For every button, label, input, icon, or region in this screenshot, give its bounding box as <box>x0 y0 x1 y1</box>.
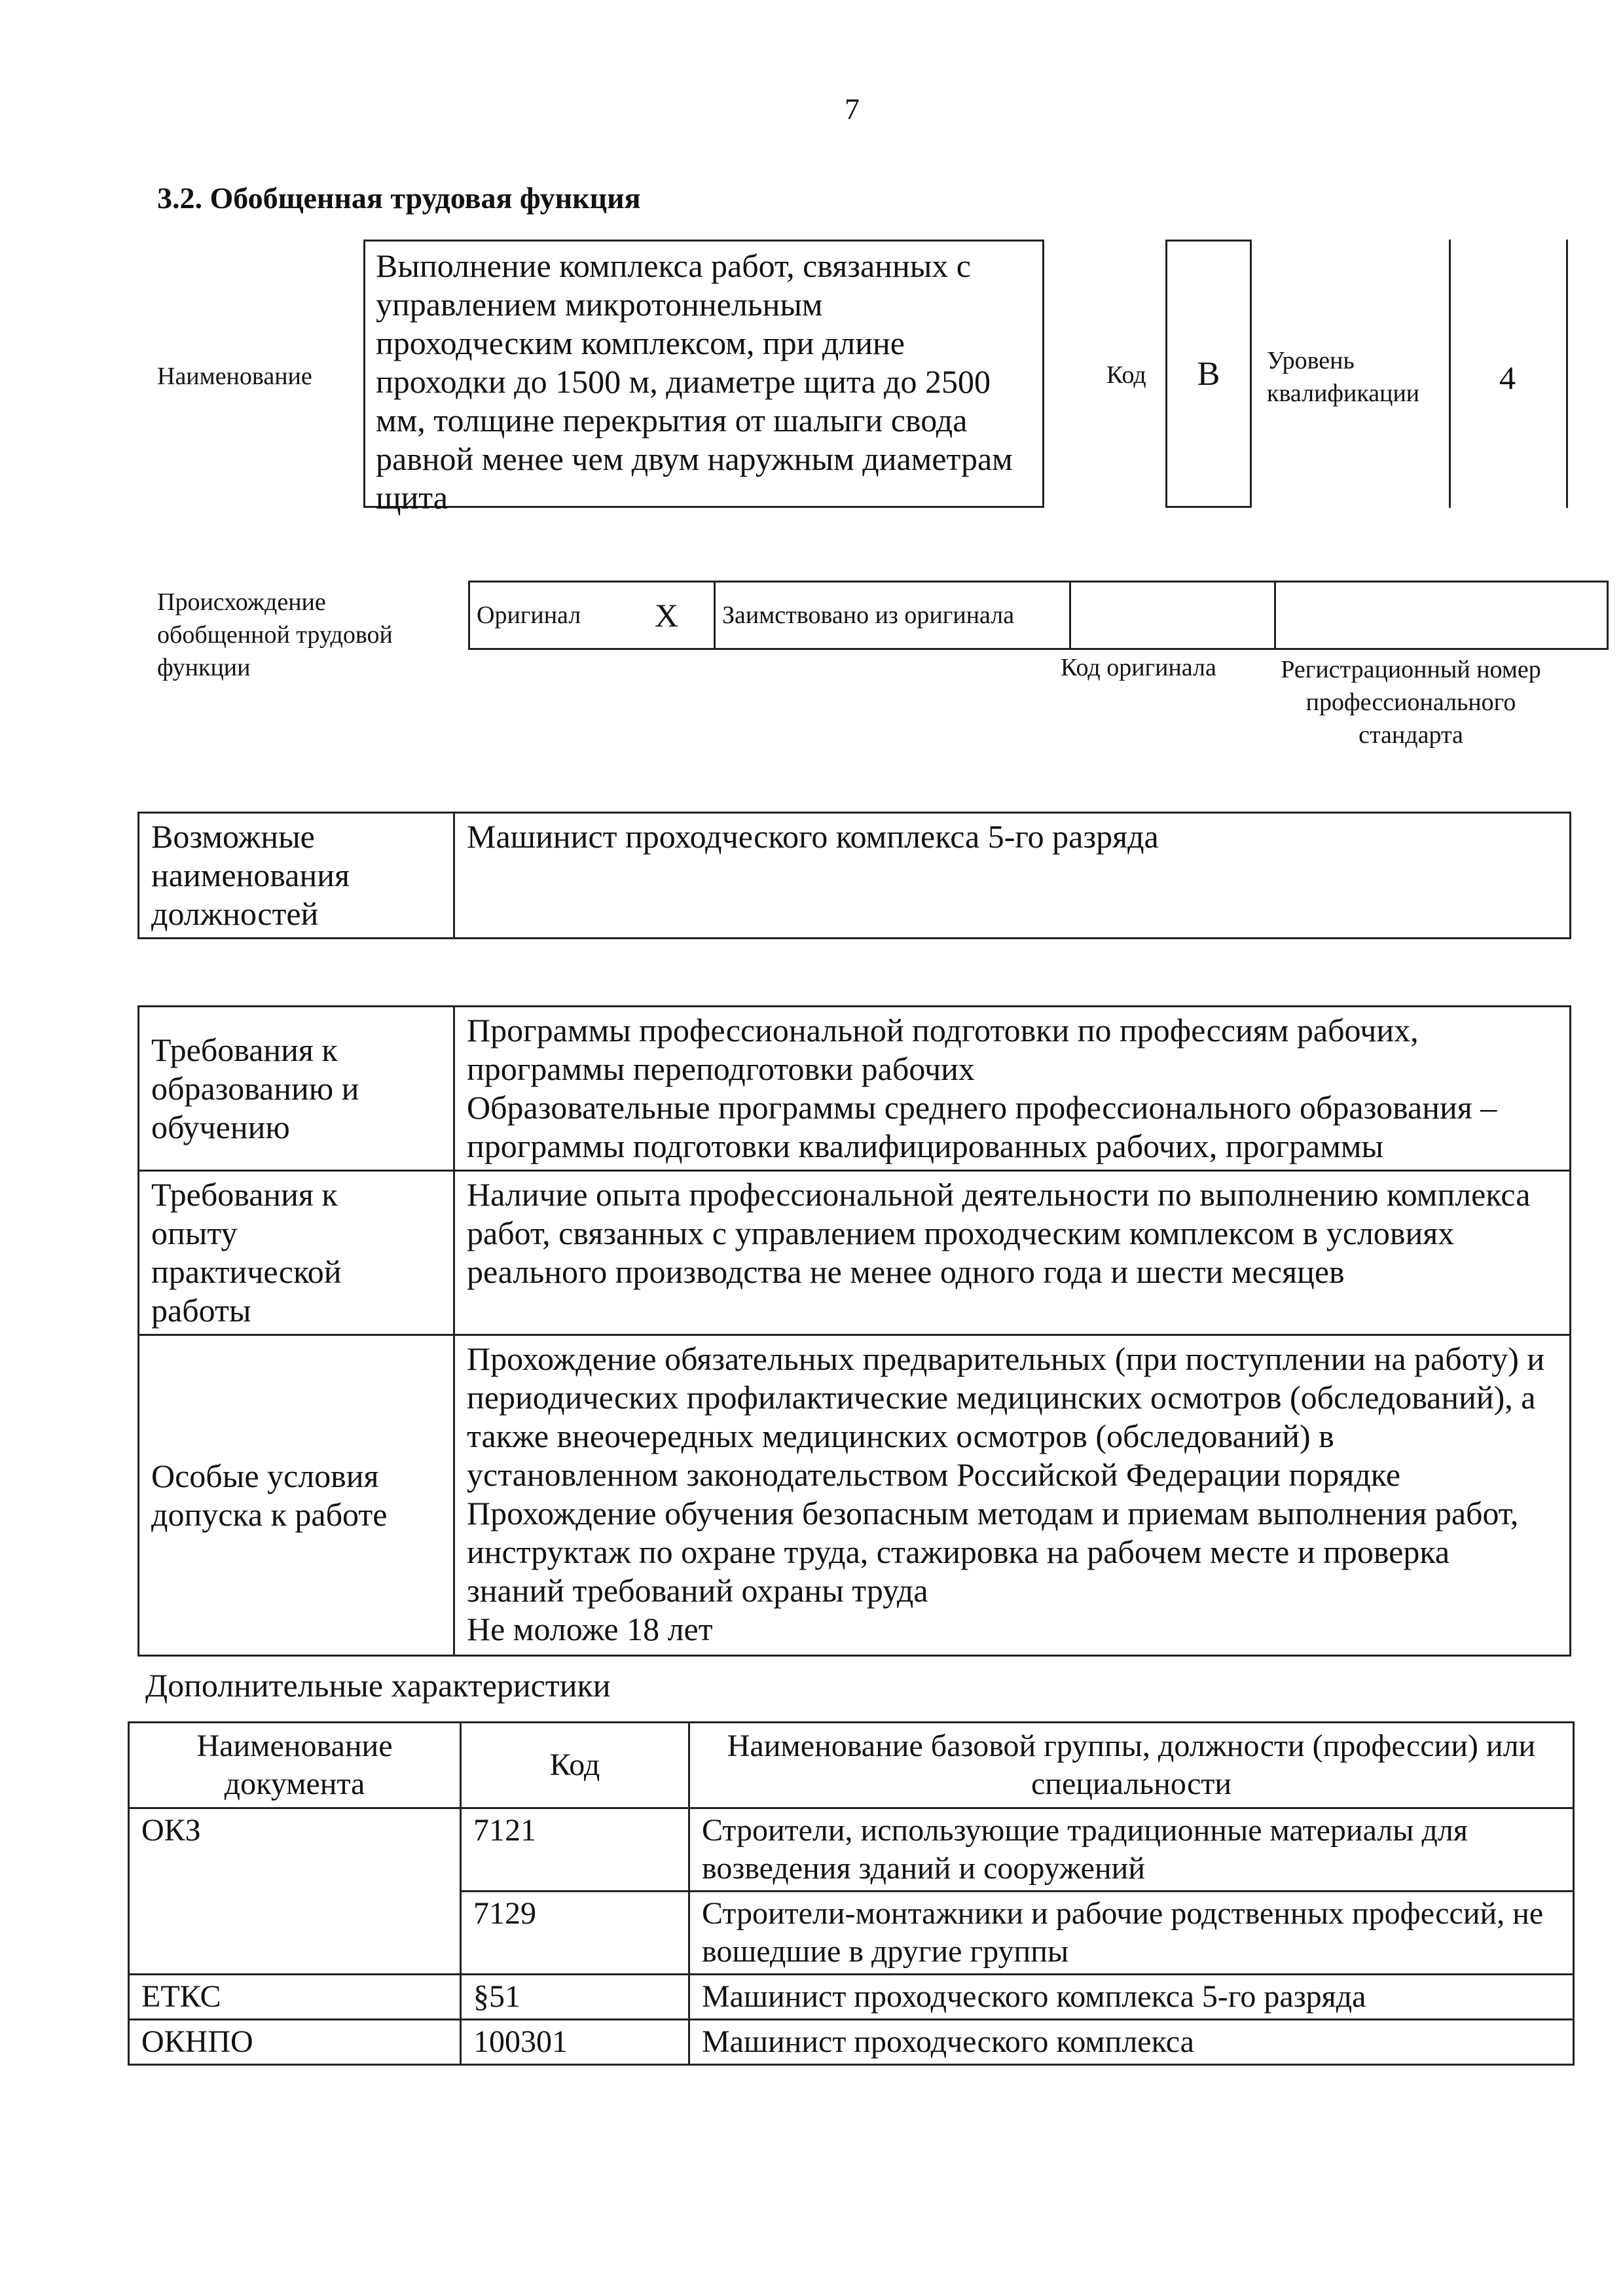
code-cell: §51 <box>461 1975 689 2020</box>
special-conditions-line: Прохождение обучения безопасным методам и приемам выполнения работ, <box>467 1495 1519 1532</box>
function-name-line: мм, толщине перекрытия от шалыги свода <box>376 402 968 439</box>
special-conditions-label-line: Особые условия <box>151 1457 379 1494</box>
special-conditions-label-line: допуска к работе <box>151 1496 388 1533</box>
page-number: 7 <box>845 92 860 126</box>
experience-label-line: Требования к <box>151 1176 338 1213</box>
reg-number-line: профессионального <box>1305 689 1516 716</box>
special-conditions-line: знаний требований охраны труда <box>467 1572 928 1609</box>
original-mark: X <box>648 582 715 649</box>
table-row <box>129 1808 1574 1892</box>
code-original-caption: Код оригинала <box>1061 654 1216 681</box>
experience-value <box>454 1171 1571 1335</box>
function-name-line: управлением микротоннельным <box>376 286 823 323</box>
positions-label-line: наименования <box>151 857 350 893</box>
experience-label <box>139 1171 454 1335</box>
positions-label-line: должностей <box>151 895 319 932</box>
reg-number-line: стандарта <box>1359 721 1463 749</box>
divider <box>1449 240 1451 508</box>
table-row <box>129 2020 1574 2065</box>
education-label <box>139 1007 454 1171</box>
education-label-line: Требования к <box>151 1031 338 1068</box>
positions-value: Машинист проходческого комплекса 5-го разряда <box>454 813 1571 939</box>
special-conditions-value <box>454 1335 1571 1656</box>
qualification-level-label <box>1267 344 1419 410</box>
experience-label-line: практической <box>151 1253 342 1290</box>
level-label-line: Уровень <box>1267 347 1355 374</box>
function-name-line: Выполнение комплекса работ, связанных с <box>376 247 971 284</box>
positions-table <box>137 812 1571 939</box>
doc-cell: ОКЗ <box>129 1808 461 1975</box>
name-cell: Строители, использующие традиционные материалы для возведения зданий и сооружений <box>689 1808 1574 1892</box>
code-cell: 7129 <box>461 1892 689 1975</box>
name-cell: Машинист проходческого комплекса <box>689 2020 1574 2065</box>
header-code: Код <box>461 1723 689 1808</box>
experience-label-line: работы <box>151 1292 251 1329</box>
header-document: Наименование документа <box>129 1723 461 1808</box>
table-row <box>129 1975 1574 2020</box>
experience-label-line: опыту <box>151 1215 238 1251</box>
special-conditions-line: Не моложе 18 лет <box>467 1611 713 1647</box>
special-conditions-line: инструктаж по охране труда, стажировка на рабочем месте и проверка <box>467 1534 1450 1570</box>
name-label: Наименование <box>157 363 312 390</box>
header-base-group: Наименование базовой группы, должности (профессии) или специальности <box>689 1723 1574 1808</box>
doc-cell: ОКНПО <box>129 2020 461 2065</box>
education-label-line: обучению <box>151 1108 290 1145</box>
original-code-cell <box>1070 582 1275 649</box>
experience-value-line: работ, связанных с управлением проходческим комплексом в условиях <box>467 1215 1455 1251</box>
education-value-line: Программы профессиональной подготовки по профессиям рабочих, <box>467 1012 1419 1049</box>
reg-number-cell <box>1275 582 1608 649</box>
origin-label-line: функции <box>157 654 251 681</box>
special-conditions-line: периодических профилактические медицинских осмотров (обследований), а <box>467 1379 1536 1416</box>
experience-value-line: реального производства не менее одного года и шести месяцев <box>467 1253 1345 1290</box>
doc-cell: ЕТКС <box>129 1975 461 2020</box>
education-value-line: Образовательные программы среднего профессионального образования – <box>467 1089 1497 1126</box>
education-label-line: образованию и <box>151 1069 359 1107</box>
origin-label-line: Происхождение <box>157 588 326 616</box>
function-name-box <box>363 240 1044 516</box>
original-cell: Оригинал <box>469 582 649 649</box>
code-cell: 100301 <box>461 2020 689 2065</box>
origin-table <box>468 581 1609 650</box>
function-name-line: равной менее чем двум наружным диаметрам <box>376 440 1013 477</box>
positions-label-line: Возможные <box>151 818 315 855</box>
divider <box>1566 240 1568 508</box>
section-title: 3.2. Обобщенная трудовая функция <box>157 181 641 215</box>
function-name-line: щита <box>376 479 448 516</box>
name-cell: Машинист проходческого комплекса 5-го разряда <box>689 1975 1574 2020</box>
qualification-level-value: 4 <box>1499 359 1516 396</box>
education-value-line: программы подготовки квалифицированных рабочих, программы <box>467 1128 1384 1164</box>
code-label: Код <box>1106 361 1146 389</box>
level-label-line: квалификации <box>1267 380 1420 407</box>
experience-value-line: Наличие опыта профессиональной деятельности по выполнению комплекса <box>467 1176 1531 1213</box>
positions-label <box>139 813 454 939</box>
special-conditions-label <box>139 1335 454 1656</box>
origin-label-line: обобщенной трудовой <box>157 621 393 649</box>
code-cell: 7121 <box>461 1808 689 1892</box>
requirements-table <box>137 1005 1571 1657</box>
education-value-line: программы переподготовки рабочих <box>467 1050 975 1087</box>
code-value: B <box>1165 240 1252 508</box>
special-conditions-line: Прохождение обязательных предварительных (при поступлении на работу) и <box>467 1340 1545 1377</box>
borrowed-cell: Заимствовано из оригинала <box>715 582 1070 649</box>
function-name-line: проходческим комплексом, при длине <box>376 325 905 361</box>
origin-label <box>157 586 393 684</box>
additional-title: Дополнительные характеристики <box>145 1667 611 1704</box>
special-conditions-line: установленном законодательством Российской Федерации порядке <box>467 1456 1401 1493</box>
education-value <box>454 1007 1571 1171</box>
name-cell: Строители-монтажники и рабочие родственных профессий, не вошедшие в другие группы <box>689 1892 1574 1975</box>
reg-number-line: Регистрационный номер <box>1281 656 1541 683</box>
function-name-line: проходки до 1500 м, диаметре щита до 2500 <box>376 363 991 400</box>
additional-table <box>128 1721 1575 2066</box>
reg-number-caption <box>1250 653 1571 751</box>
special-conditions-line: также внеочередных медицинских осмотров (обследований) в <box>467 1418 1334 1454</box>
